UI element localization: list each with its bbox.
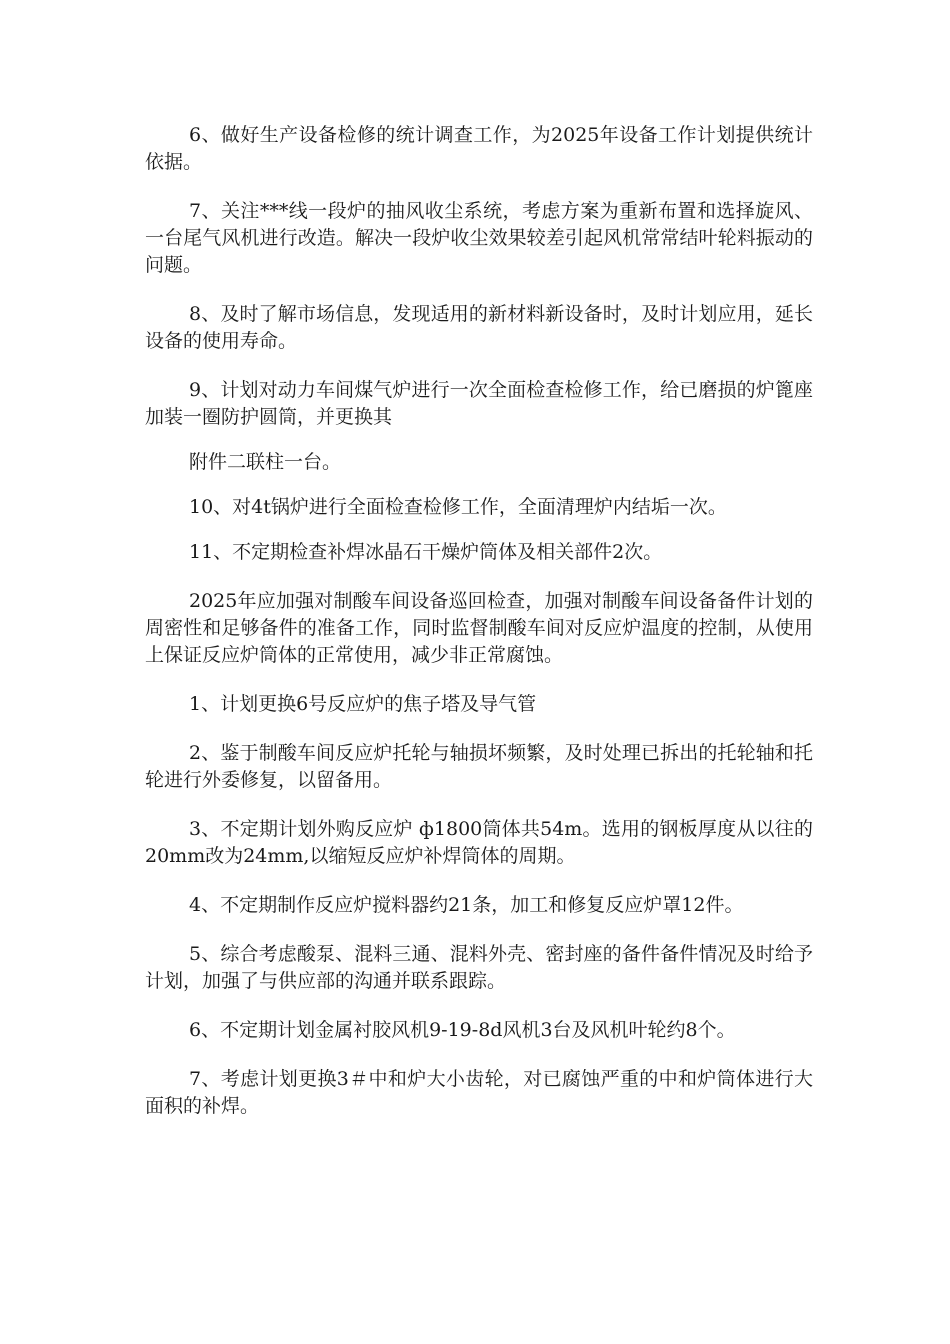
paragraph-item-9-gas-furnace: 9、计划对动力车间煤气炉进行一次全面检查检修工作，给已磨损的炉篦座加装一圈防护圆筒，并更换其 — [145, 379, 813, 428]
paragraph-item-11-dryer: 11、不定期检查补焊冰晶石干燥炉筒体及相关部件2次。 — [189, 541, 663, 563]
paragraph-acid-item-1: 1、计划更换6号反应炉的焦子塔及导气管 — [189, 693, 537, 715]
paragraph-acid-item-6: 6、不定期计划金属衬胶风机9-19-8d风机3台及风机叶轮约8个。 — [189, 1019, 736, 1041]
paragraph-acid-item-4: 4、不定期制作反应炉搅料器约21条，加工和修复反应炉罩12件。 — [189, 894, 744, 916]
paragraph-item-7-dust-collection: 7、关注***线一段炉的抽风收尘系统，考虑方案为重新布置和选择旋风、一台尾气风机进行改造。解决一段炉收尘效果较差引起风机常常结叶轮料振动的问题。 — [145, 200, 813, 276]
paragraph-acid-item-3: 3、不定期计划外购反应炉 ф1800筒体共54m。选用的钢板厚度从以往的20mm改为24mm,以缩短反应炉补焊筒体的周期。 — [145, 818, 813, 867]
paragraph-item-6-statistics: 6、做好生产设备检修的统计调查工作，为2025年设备工作计划提供统计依据。 — [145, 124, 813, 173]
paragraph-acid-item-7: 7、考虑计划更换3＃中和炉大小齿轮，对已腐蚀严重的中和炉筒体进行大面积的补焊。 — [145, 1068, 813, 1117]
document-body — [145, 122, 813, 1142]
paragraph-attachment-line: 附件二联柱一台。 — [189, 451, 342, 473]
paragraph-item-8-market-info: 8、及时了解市场信息，发现适用的新材料新设备时，及时计划应用，延长设备的使用寿命。 — [145, 303, 813, 352]
paragraph-acid-item-5: 5、综合考虑酸泵、混料三通、混料外壳、密封座的备件备件情况及时给予计划，加强了与供应部的沟通并联系跟踪。 — [145, 943, 813, 992]
paragraph-acid-item-2: 2、鉴于制酸车间反应炉托轮与轴损坏频繁，及时处理已拆出的托轮轴和托轮进行外委修复，以留备用。 — [145, 742, 813, 791]
paragraph-item-10-boiler: 10、对4t锅炉进行全面检查检修工作，全面清理炉内结垢一次。 — [189, 496, 727, 518]
paragraph-acid-plant-intro: 2025年应加强对制酸车间设备巡回检查，加强对制酸车间设备备件计划的周密性和足够备件的准备工作，同时监督制酸车间对反应炉温度的控制，从使用上保证反应炉筒体的正常使用，减少非正常腐蚀。 — [145, 590, 813, 666]
